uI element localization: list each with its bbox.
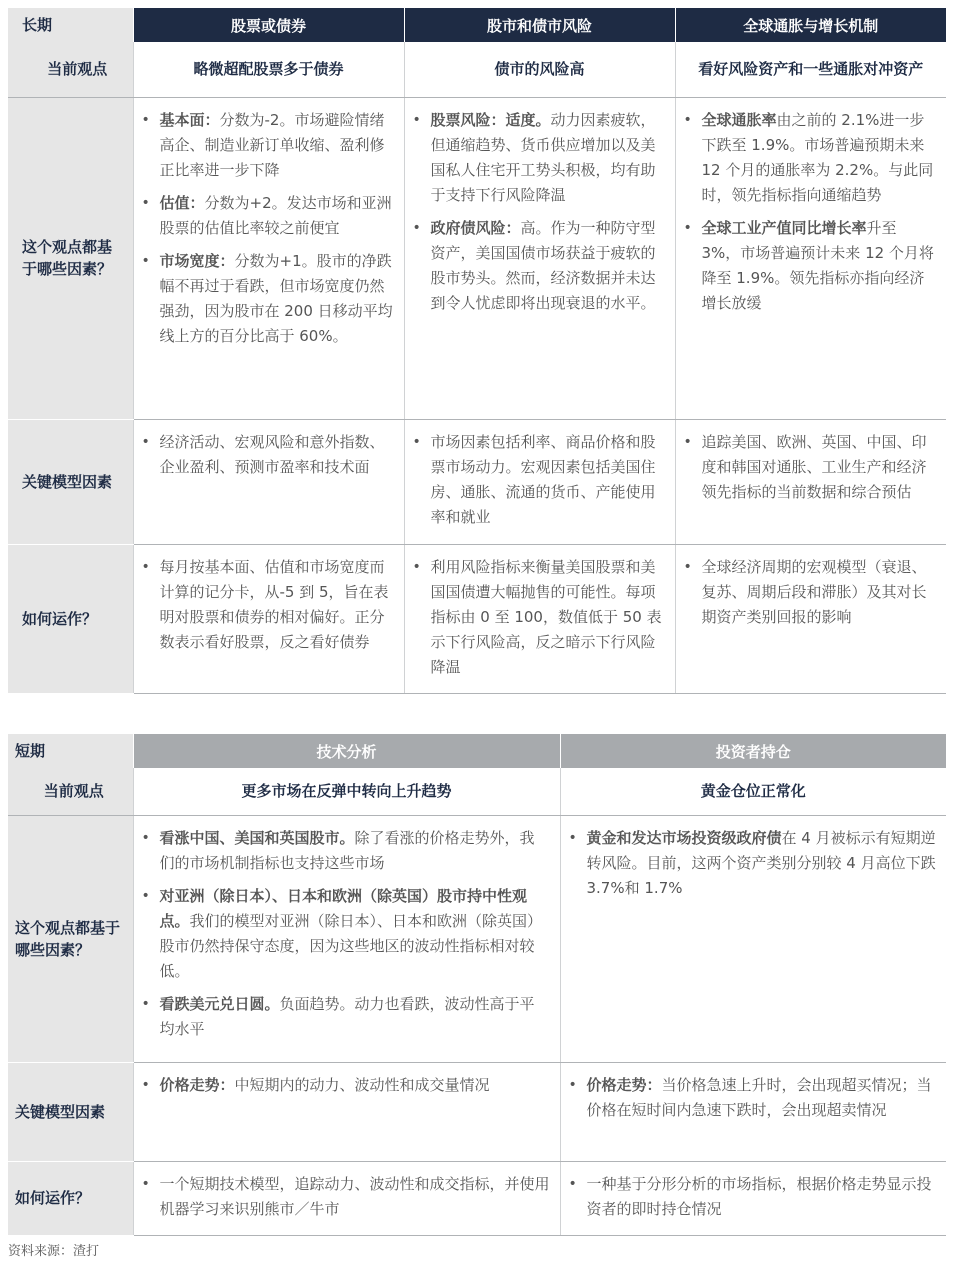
bullet-list xyxy=(405,555,675,680)
long-term-title: 长期 xyxy=(8,8,133,42)
column-header-technical-analysis: 技术分析 xyxy=(133,734,560,768)
list-item: • 市场因素包括利率、商品价格和股票市场动力。宏观因素包括美国住房、通胀、流通的货币、产能使用率和就业 xyxy=(405,430,675,530)
list-item: • 黄金和发达市场投资级政府债在 4 月被标示有短期逆转风险。目前，这两个资产类别分别较 4 月高位下跌 3.7%和 1.7% xyxy=(561,826,947,901)
list-item: • 价格走势：中短期内的动力、波动性和成交量情况 xyxy=(134,1073,560,1098)
current-view-value: 略微超配股票多于债券 xyxy=(133,42,404,97)
row-label-how: 如何运作？ xyxy=(8,1161,133,1235)
long-term-how-row xyxy=(8,544,946,693)
row-label-how: 如何运作？ xyxy=(8,544,133,693)
long-term-basis-row xyxy=(8,97,946,419)
column-header-investor-positioning: 投资者持仓 xyxy=(560,734,946,768)
current-view-value: 更多市场在反弹中转向上升趋势 xyxy=(133,768,560,815)
bullet-list xyxy=(676,555,947,630)
row-label-basis: 这个观点都基于哪些因素？ xyxy=(8,97,133,419)
list-item: • 价格走势：当价格急速上升时，会出现超买情况；当价格在短时间内急速下跌时，会出现超卖情况 xyxy=(561,1073,947,1123)
short-term-basis-row xyxy=(8,815,946,1062)
row-label-current-view: 当前观点 xyxy=(8,768,133,815)
short-term-title: 短期 xyxy=(8,734,133,768)
row-label-current-view: 当前观点 xyxy=(8,42,133,97)
list-item: • 看涨中国、美国和英国股市。除了看涨的价格走势外，我们的市场机制指标也支持这些市场 xyxy=(134,826,560,876)
short-term-how-row xyxy=(8,1161,946,1235)
short-term-key-factors-row xyxy=(8,1062,946,1161)
bullet-list xyxy=(561,1073,947,1123)
list-item: • 利用风险指标来衡量美国股票和美国国债遭大幅抛售的可能性。每项指标由 0 至 100，数值低于 50 表示下行风险高，反之暗示下行风险降温 xyxy=(405,555,675,680)
short-term-table xyxy=(8,734,946,1236)
list-item: • 全球通胀率由之前的 2.1%进一步下跌至 1.9%。市场普遍预期未来 12 个月的通胀率为 2.2%。与此同时，领先指标指向通缩趋势 xyxy=(676,108,947,208)
long-term-table xyxy=(8,8,946,694)
bullet-list xyxy=(405,430,675,530)
short-term-current-view-row xyxy=(8,768,946,815)
list-item: • 基本面：分数为-2。市场避险情绪高企、制造业新订单收缩、盈利修正比率进一步下降 xyxy=(134,108,404,183)
long-term-current-view-row xyxy=(8,42,946,97)
bullet-list xyxy=(134,1172,560,1222)
list-item: • 看跌美元兑日圆。负面趋势。动力也看跌，波动性高于平均水平 xyxy=(134,992,560,1042)
bullet-list xyxy=(134,430,404,480)
bullet-list xyxy=(676,430,947,505)
current-view-value: 看好风险资产和一些通胀对冲资产 xyxy=(675,42,946,97)
bullet-list xyxy=(134,108,404,349)
current-view-value: 债市的风险高 xyxy=(404,42,675,97)
bullet-list xyxy=(134,826,560,1042)
short-term-header-row xyxy=(8,734,946,768)
bullet-list xyxy=(405,108,675,316)
bullet-list xyxy=(134,555,404,655)
long-term-key-factors-row xyxy=(8,419,946,544)
list-item: • 追踪美国、欧洲、英国、中国、印度和韩国对通胀、工业生产和经济领先指标的当前数据和综合预估 xyxy=(676,430,947,505)
list-item: • 经济活动、宏观风险和意外指数、企业盈利、预测市盈率和技术面 xyxy=(134,430,404,480)
row-label-key-factors: 关键模型因素 xyxy=(8,419,133,544)
column-header-global-inflation-growth: 全球通胀与增长机制 xyxy=(675,8,946,42)
list-item: • 一个短期技术模型，追踪动力、波动性和成交指标，并使用机器学习来识别熊市／牛市 xyxy=(134,1172,560,1222)
list-item: • 估值：分数为+2。发达市场和亚洲股票的估值比率较之前便宜 xyxy=(134,191,404,241)
source-note: 资料来源：渣打 xyxy=(8,1244,100,1259)
bullet-list xyxy=(561,826,947,901)
bullet-list xyxy=(561,1172,947,1222)
list-item: • 政府债风险：高。作为一种防守型资产，美国国债市场获益于疲软的股市势头。然而，经济数据并未达到令人忧虑即将出现衰退的水平。 xyxy=(405,216,675,316)
long-term-header-row xyxy=(8,8,946,42)
list-item: • 对亚洲（除日本）、日本和欧洲（除英国）股市持中性观点。我们的模型对亚洲（除日本）、日本和欧洲（除英国）股市仍然持保守态度，因为这些地区的波动性指标相对较低。 xyxy=(134,884,560,984)
column-header-stocks-or-bonds: 股票或债券 xyxy=(133,8,404,42)
current-view-value: 黄金仓位正常化 xyxy=(560,768,946,815)
bullet-list xyxy=(676,108,947,316)
list-item: • 一种基于分形分析的市场指标，根据价格走势显示投资者的即时持仓情况 xyxy=(561,1172,947,1222)
row-label-basis: 这个观点都基于哪些因素？ xyxy=(8,815,133,1062)
row-label-key-factors: 关键模型因素 xyxy=(8,1062,133,1161)
list-item: • 市场宽度：分数为+1。股市的净跌幅不再过于看跌，但市场宽度仍然强劲，因为股市在 200 日移动平均线上方的百分比高于 60%。 xyxy=(134,249,404,349)
list-item: • 股票风险：适度。动力因素疲软，但通缩趋势、货币供应增加以及美国私人住宅开工势头积极，均有助于支持下行风险降温 xyxy=(405,108,675,208)
list-item: • 全球工业产值同比增长率升至 3%，市场普遍预计未来 12 个月将降至 1.9%。领先指标亦指向经济增长放缓 xyxy=(676,216,947,316)
list-item: • 每月按基本面、估值和市场宽度而计算的记分卡，从-5 到 5，旨在表明对股票和债券的相对偏好。正分数表示看好股票，反之看好债券 xyxy=(134,555,404,655)
list-item: • 全球经济周期的宏观模型（衰退、复苏、周期后段和滞胀）及其对长期资产类别回报的影响 xyxy=(676,555,947,630)
bullet-list xyxy=(134,1073,560,1098)
column-header-stock-bond-risk: 股市和债市风险 xyxy=(404,8,675,42)
